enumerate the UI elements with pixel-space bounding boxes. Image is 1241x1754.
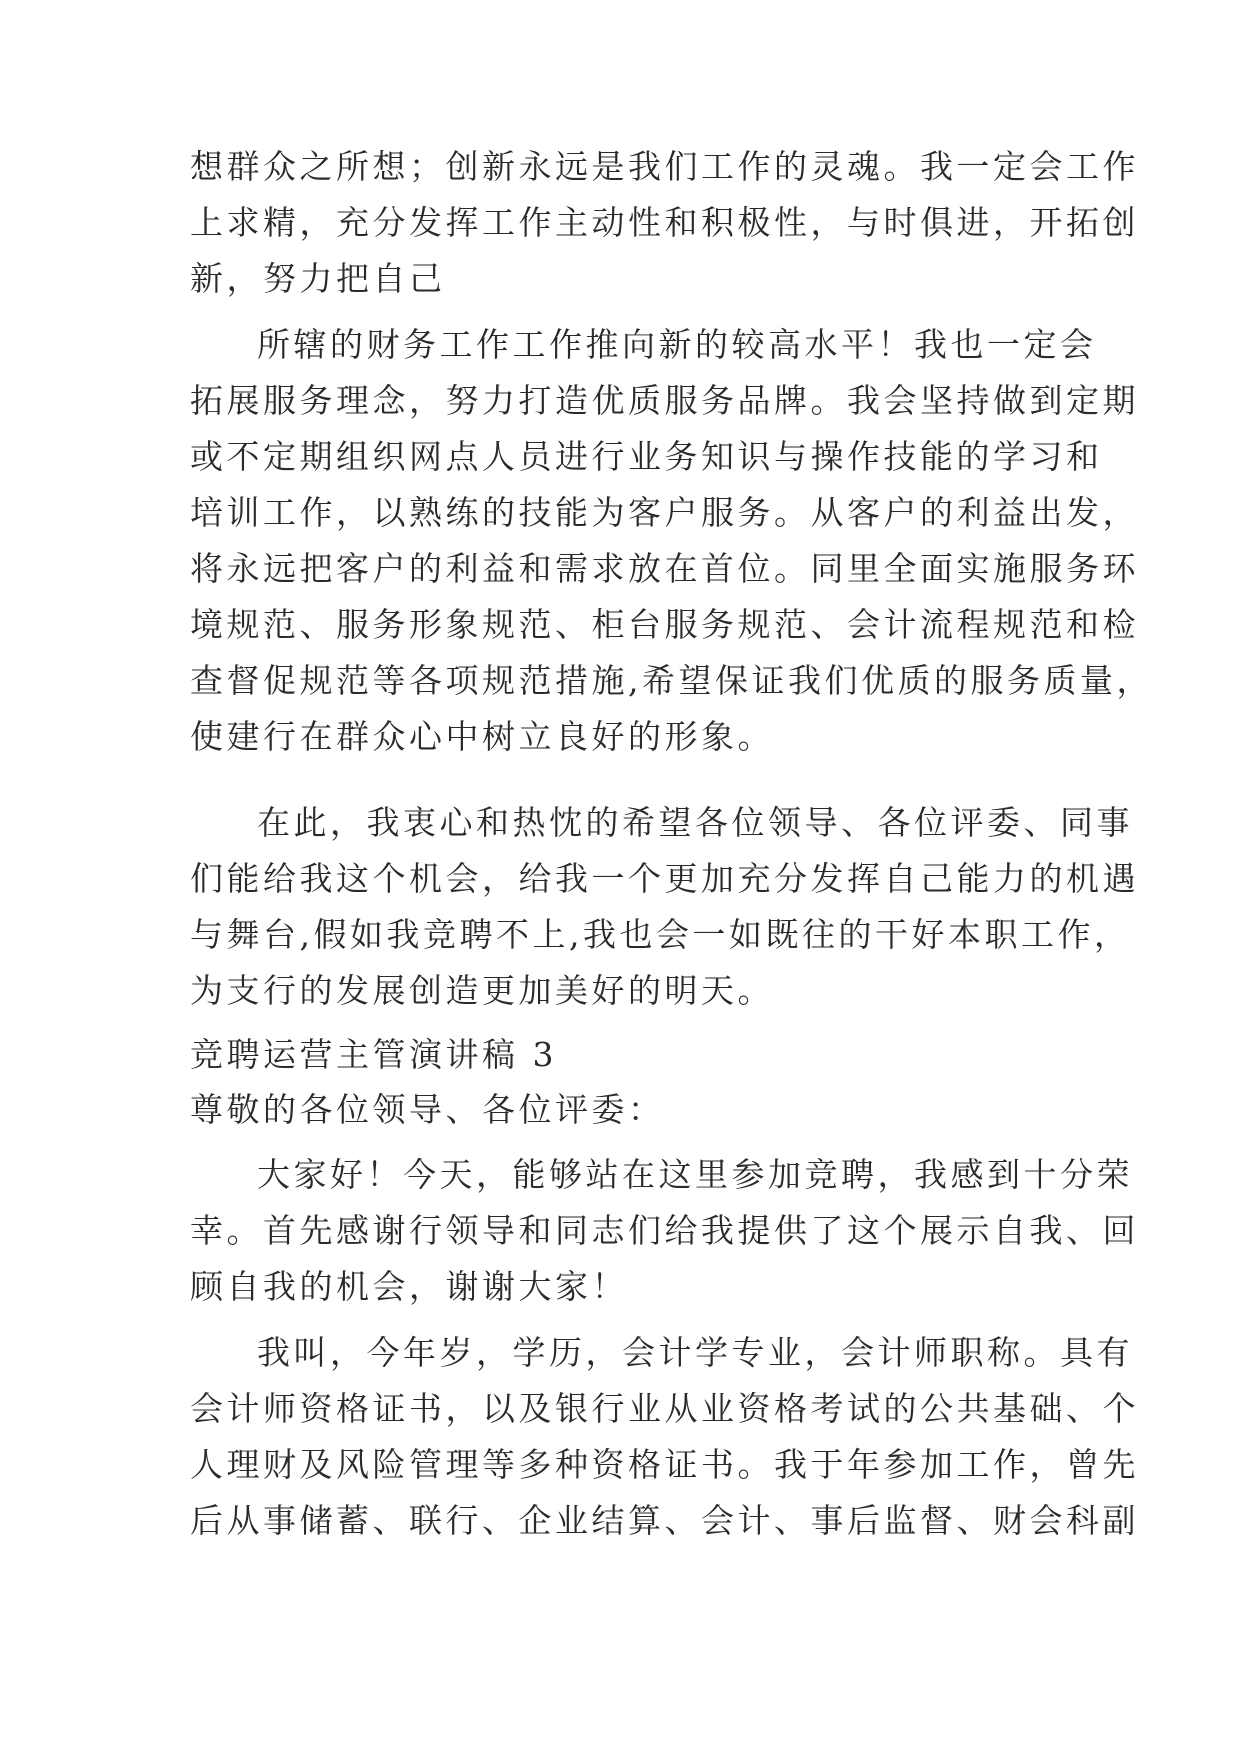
- paragraph-line: 幸。首先感谢行领导和同志们给我提供了这个展示自我、回: [190, 1211, 1139, 1250]
- paragraph-line: 为支行的发展创造更加美好的明天。: [190, 971, 774, 1010]
- paragraph-line: 培训工作，以熟练的技能为客户服务。从客户的利益出发，: [190, 493, 1139, 532]
- paragraph-line: 查督促规范等各项规范措施,希望保证我们优质的服务质量，: [190, 661, 1153, 700]
- paragraph-line: 人理财及风险管理等多种资格证书。我于年参加工作，曾先: [190, 1445, 1139, 1484]
- paragraph-line: 大家好！今天，能够站在这里参加竞聘，我感到十分荣: [257, 1155, 1133, 1194]
- paragraph-line: 想群众之所想；创新永远是我们工作的灵魂。我一定会工作: [190, 147, 1139, 186]
- paragraph-line: 新，努力把自己: [190, 259, 446, 298]
- paragraph-line: 将永远把客户的利益和需求放在首位。同里全面实施服务环: [190, 549, 1139, 588]
- paragraph-line: 境规范、服务形象规范、柜台服务规范、会计流程规范和检: [190, 605, 1139, 644]
- section-heading: 竞聘运营主管演讲稿 3: [190, 1035, 557, 1074]
- paragraph-line: 与舞台,假如我竞聘不上,我也会一如既往的干好本职工作，: [190, 915, 1131, 954]
- paragraph-line: 们能给我这个机会，给我一个更加充分发挥自己能力的机遇: [190, 859, 1139, 898]
- paragraph-line: 上求精，充分发挥工作主动性和积极性，与时俱进，开拓创: [190, 203, 1139, 242]
- paragraph-line: 顾自我的机会，谢谢大家！: [190, 1267, 628, 1306]
- paragraph-line: 使建行在群众心中树立良好的形象。: [190, 717, 774, 756]
- paragraph-line: 在此，我衷心和热忱的希望各位领导、各位评委、同事: [257, 803, 1133, 842]
- paragraph-line: 或不定期组织网点人员进行业务知识与操作技能的学习和: [190, 437, 1103, 476]
- paragraph-line: 后从事储蓄、联行、企业结算、会计、事后监督、财会科副: [190, 1501, 1139, 1540]
- paragraph-line: 会计师资格证书，以及银行业从业资格考试的公共基础、个: [190, 1389, 1139, 1428]
- paragraph-line: 所辖的财务工作工作推向新的较高水平！我也一定会: [257, 325, 1097, 364]
- paragraph-line: 拓展服务理念，努力打造优质服务品牌。我会坚持做到定期: [190, 381, 1139, 420]
- paragraph-line: 我叫，今年岁，学历，会计学专业，会计师职称。具有: [257, 1333, 1133, 1372]
- salutation: 尊敬的各位领导、各位评委：: [190, 1090, 665, 1129]
